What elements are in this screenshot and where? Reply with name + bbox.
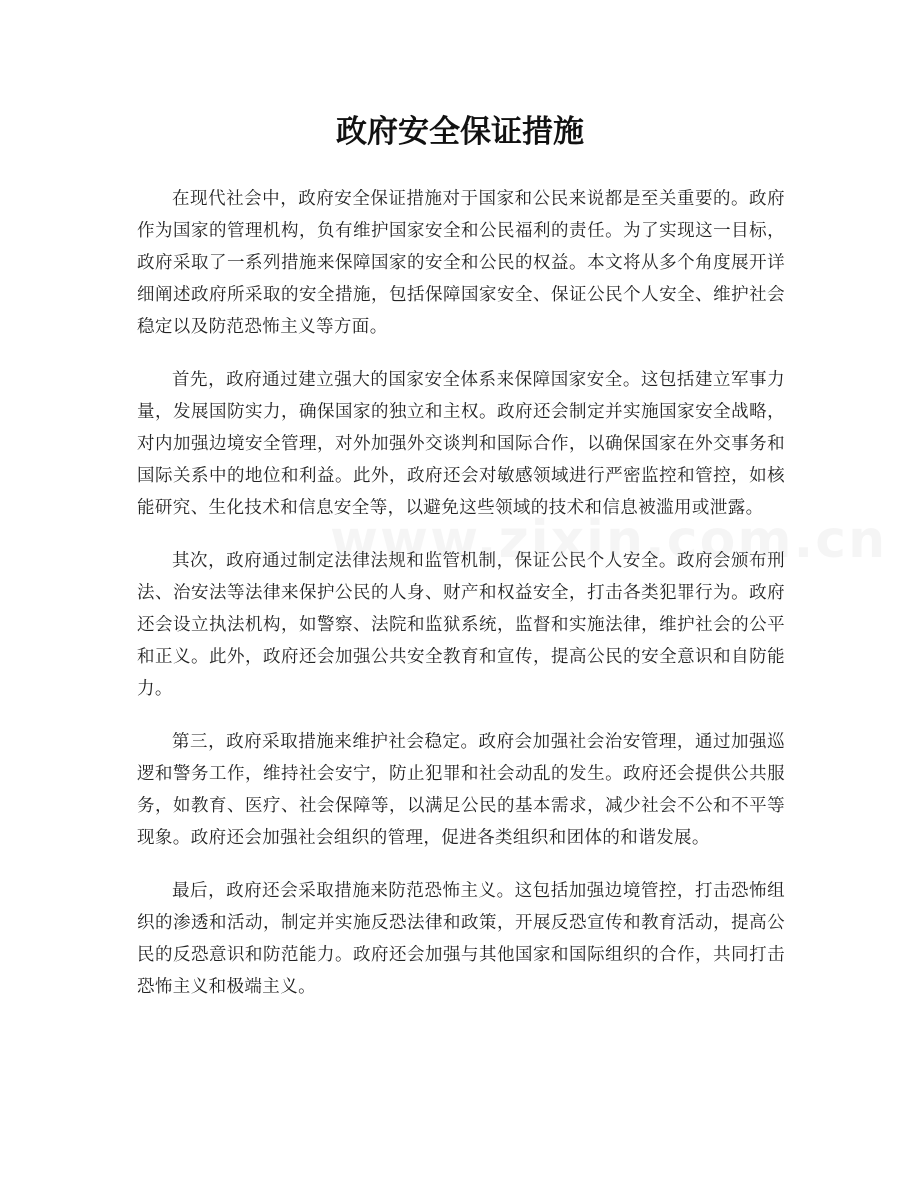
paragraph-social-stability: 第三，政府采取措施来维护社会稳定。政府会加强社会治安管理，通过加强巡逻和警务工作，维持社会安宁，防止犯罪和社会动乱的发生。政府还会提供公共服务，如教育、医疗、社会保障等，以满足公民的基本需求，减少社会不公和不平等现象。政府还会加强社会组织的管理，促进各类组织和团体的和谐发展。 bbox=[137, 732, 785, 848]
paragraph-counter-terrorism: 最后，政府还会采取措施来防范恐怖主义。这包括加强边境管控，打击恐怖组织的渗透和活动，制定并实施反恐法律和政策，开展反恐宣传和教育活动，提高公民的反恐意识和防范能力。政府还会加强与其他国家和国际组织的合作，共同打击恐怖主义和极端主义。 bbox=[137, 881, 785, 997]
document-body bbox=[137, 183, 785, 1024]
paragraph-personal-safety: 其次，政府通过制定法律法规和监管机制，保证公民个人安全。政府会颁布刑法、治安法等法律来保护公民的人身、财产和权益安全，打击各类犯罪行为。政府还会设立执法机构，如警察、法院和监狱系统，监督和实施法律，维护社会的公平和正义。此外，政府还会加强公共安全教育和宣传，提高公民的安全意识和自防能力。 bbox=[137, 551, 785, 699]
document-title: 政府安全保证措施 bbox=[336, 114, 584, 150]
paragraph-national-security: 首先，政府通过建立强大的国家安全体系来保障国家安全。这包括建立军事力量，发展国防实力，确保国家的独立和主权。政府还会制定并实施国家安全战略，对内加强边境安全管理，对外加强外交谈判和国际合作，以确保国家在外交事务和国际关系中的地位和利益。此外，政府还会对敏感领域进行严密监控和管控，如核能研究、生化技术和信息安全等，以避免这些领域的技术和信息被滥用或泄露。 bbox=[137, 370, 785, 518]
paragraph-intro: 在现代社会中，政府安全保证措施对于国家和公民来说都是至关重要的。政府作为国家的管理机构，负有维护国家安全和公民福利的责任。为了实现这一目标，政府采取了一系列措施来保障国家的安全和公民的权益。本文将从多个角度展开详细阐述政府所采取的安全措施，包括保障国家安全、保证公民个人安全、维护社会稳定以及防范恐怖主义等方面。 bbox=[137, 189, 785, 337]
